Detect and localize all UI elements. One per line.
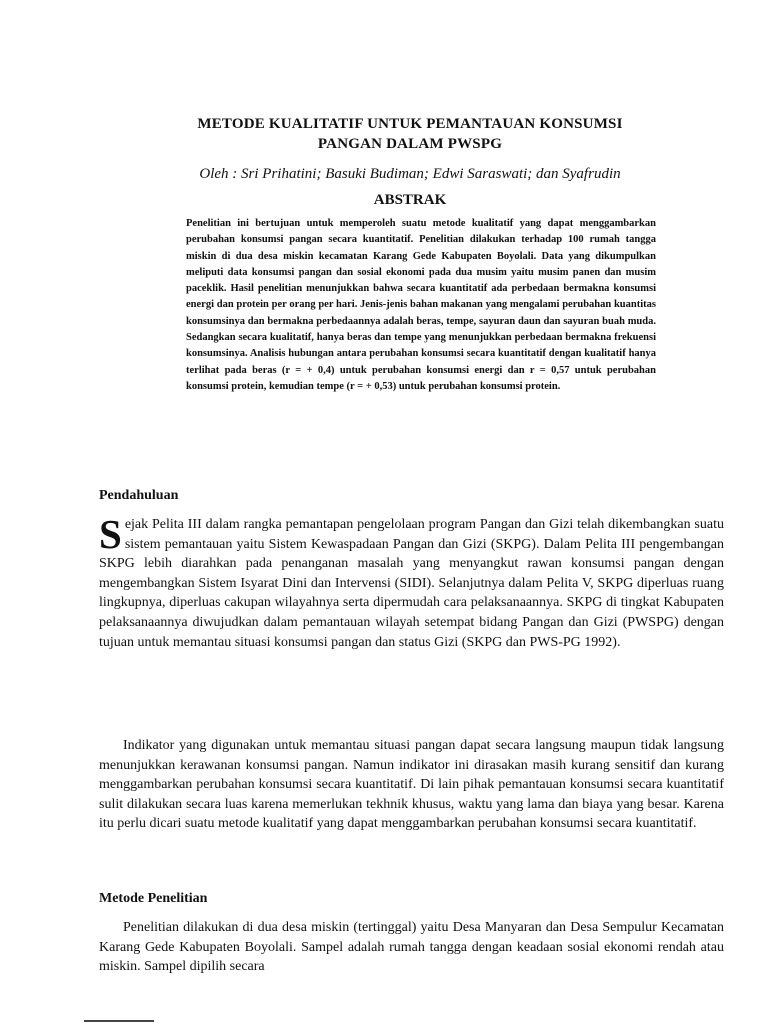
paper-title-line-2: PANGAN DALAM PWSPG [317, 136, 503, 152]
method-paragraph-1: Penelitian dilakukan di dua desa miskin (tertinggal) yaitu Desa Manyaran dan Desa Sempulur Kecamatan Karang Gede Kabupaten Boyolali. Sampel adalah rumah tangga dengan keadaan sosial ekonomi rendah atau miskin. Sampel dipilih secara [99, 920, 724, 975]
section-heading-metode-penelitian: Metode Penelitian [99, 891, 208, 906]
footer-rule [84, 1020, 154, 1022]
intro-paragraph-1-text: ejak Pelita III dalam rangka pemantapan pengelolaan program Pangan dan Gizi telah dikembangkan suatu sistem pemantauan yaitu Sistem Kewaspadaan Pangan dan Gizi (SKPG). Dalam Pelita III pengembangan SKPG lebih diarahkan pada penanganan masalah yang menyangkut rawan konsumsi pangan dengan mengembangkan Sistem Isyarat Dini dan Intervensi (SIDI). Selanjutnya dalam Pelita V, SKPG diperluas ruang lingkupnya, diperluas cakupan wilayahnya serta dipermudah cara pelaksanaannya. SKPG di tingkat Kabupaten pelaksanaannya diwujudkan dalam pemantauan wilayah setempat bidang Pangan dan Gizi (PWSPG) dengan tujuan untuk memantau situasi konsumsi pangan dan status Gizi (SKPG dan PWS-PG 1992). [99, 517, 724, 650]
intro-paragraph-1 [99, 511, 724, 652]
drop-cap: S [99, 511, 122, 557]
paper-title-line-1: METODE KUALITATIF UNTUK PEMANTAUAN KONSUMSI [197, 116, 623, 132]
paper-title [100, 114, 720, 154]
abstract-text: Penelitian ini bertujuan untuk memperoleh suatu metode kualitatif yang dapat menggambarkan perubahan konsumsi pangan secara kuantitatif. Penelitian dilakukan terhadap 100 rumah tangga miskin di dua desa miskin kecamatan Karang Gede Kabupaten Boyolali. Data yang dikumpulkan meliputi data konsumsi pangan dan sosial ekonomi pada dua musim yaitu musim panen dan musim paceklik. Hasil penelitian menunjukkan bahwa secara kuantitatif ada perbedaan bermakna konsumsi energi dan protein per orang per hari. Jenis-jenis bahan makanan yang mengalami perubahan kuantitas konsumsinya dan bermakna perbedaannya adalah beras, tempe, sayuran daun dan sayuran buah muda. Sedangkan secara kualitatif, hanya beras dan tempe yang menunjukkan perbedaan bermakna frekuensi konsumsinya. Analisis hubungan antara perubahan konsumsi secara kuantitatif dengan kualitatif hanya terlihat pada beras (r = + 0,4) untuk perubahan konsumsi energi dan r = 0,57 untuk perubahan konsumsi protein, kemudian tempe (r = + 0,53) untuk perubahan konsumsi protein. [186, 218, 656, 392]
intro-paragraph-2: Indikator yang digunakan untuk memantau situasi pangan dapat secara langsung maupun tidak langsung menunjukkan kerawanan konsumsi pangan. Namun indikator ini dirasakan masih kurang sensitif dan kurang menggambarkan perubahan konsumsi secara kuantitatif. Di lain pihak pemantauan konsumsi secara kuantitatif sulit dilakukan secara luas karena memerlukan tekhnik khusus, waktu yang lama dan biaya yang besar. Karena itu perlu dicari suatu metode kualitatif yang dapat menggambarkan perubahan konsumsi secara kuantitatif. [99, 738, 724, 832]
author-list: Oleh : Sri Prihatini; Basuki Budiman; Edwi Saraswati; dan Syafrudin [199, 166, 621, 182]
abstract-heading: ABSTRAK [373, 192, 447, 208]
section-heading-pendahuluan: Pendahuluan [99, 488, 179, 503]
